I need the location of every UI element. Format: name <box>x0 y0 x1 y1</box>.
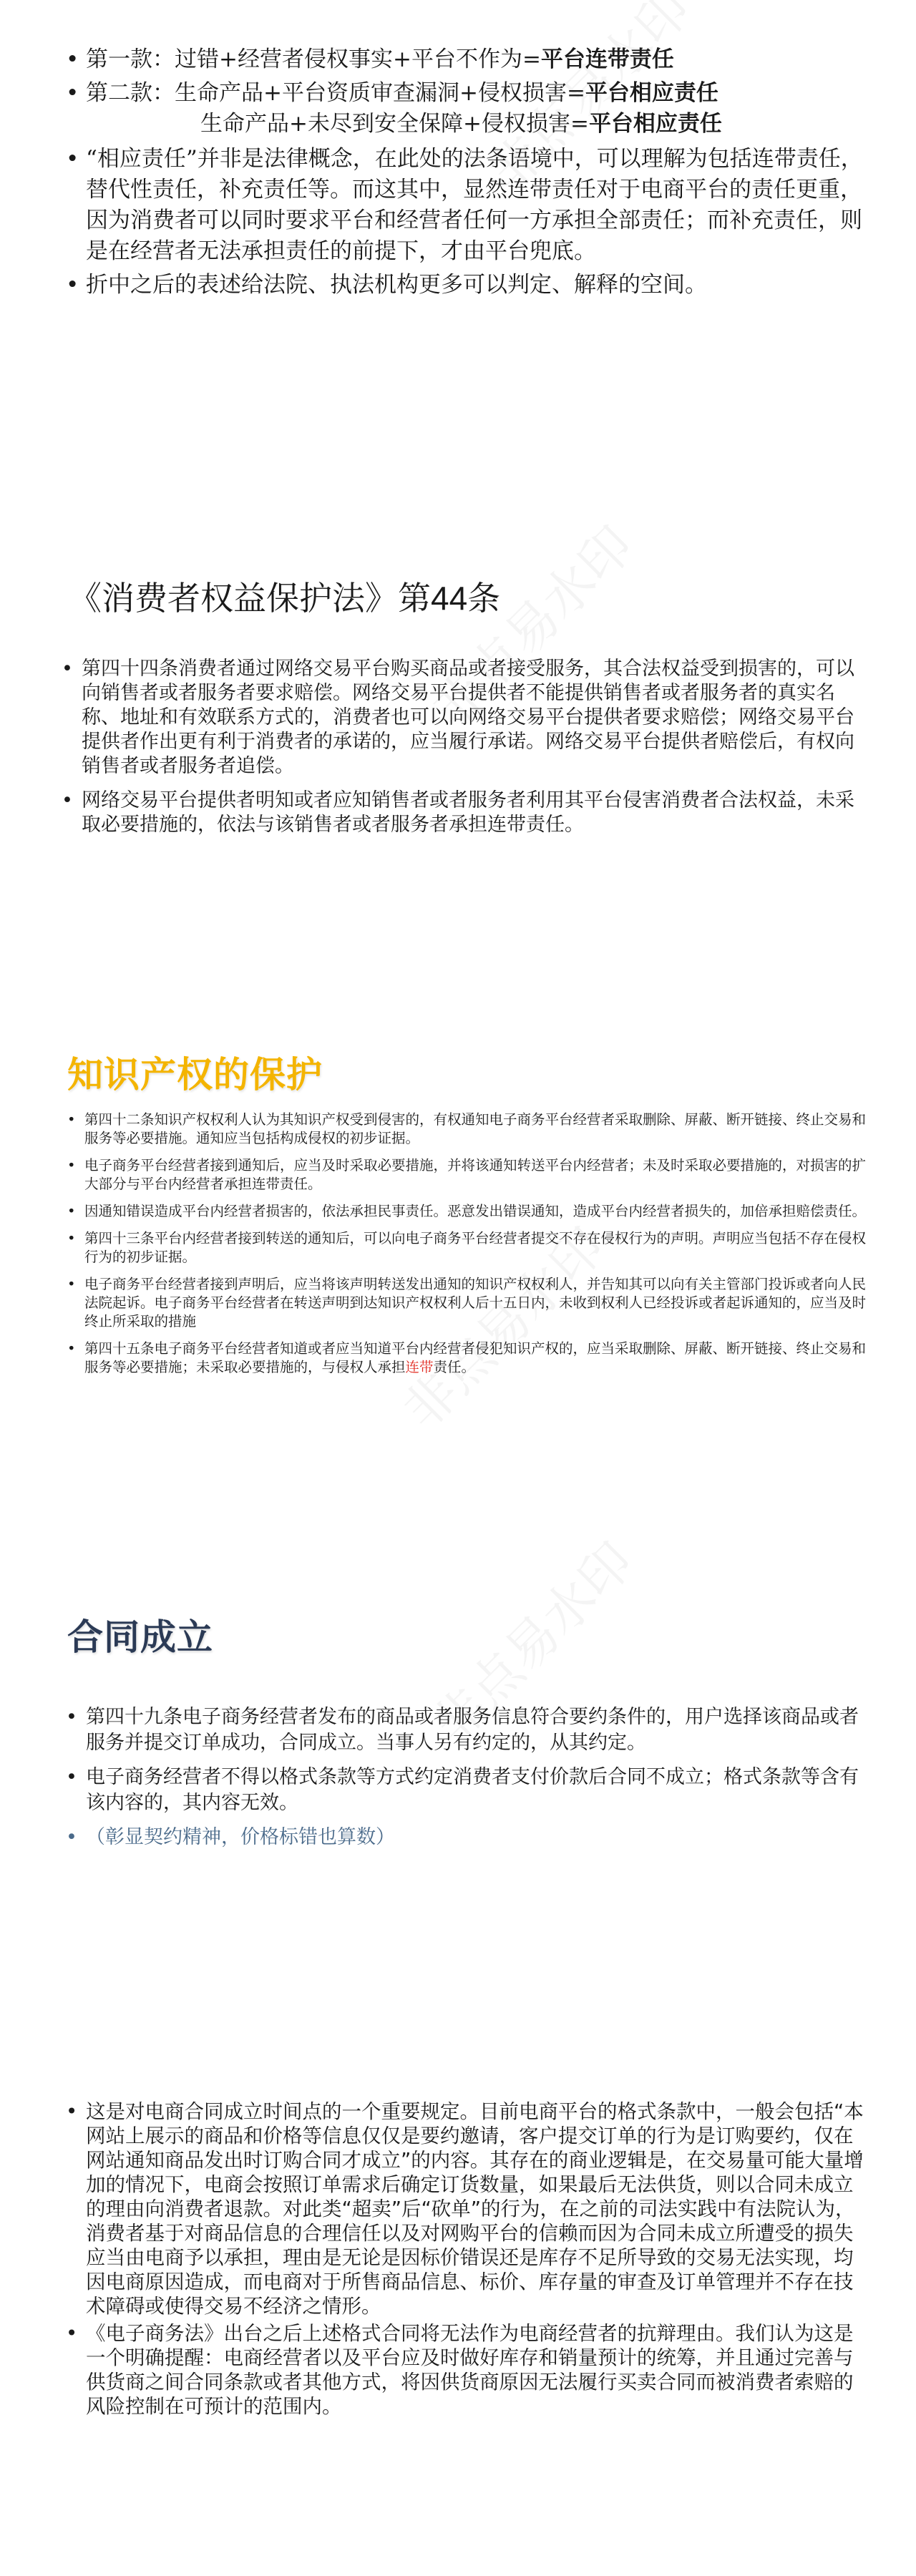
item-emphasis: 平台连带责任 <box>540 47 674 72</box>
item-continuation <box>86 109 867 140</box>
list-item: • 网络交易平台提供者明知或者应知销售者或者服务者利用其平台侵害消费者合法权益，未采取必要措施的，依法与该销售者或者服务者承担连带责任。 <box>62 789 870 837</box>
list-item: • 电子商务平台经营者接到通知后，应当及时采取必要措施，并将该通知转送平台内经营者；未及时采取必要措施的，对损害的扩大部分与平台内经营者承担连带责任。 <box>67 1156 869 1194</box>
list-item: • 第四十四条消费者通过网络交易平台购买商品或者接受服务，其合法权益受到损害的，可以向销售者或者服务者要求赔偿。网络交易平台提供者不能提供销售者或者服务者的真实名称、地址和有效联系方式的，消费者也可以向网络交易平台提供者要求赔偿；网络交易平台提供者作出更有利于消费者的承诺的，应当履行承诺。网络交易平台提供者赔偿后，有权向销售者或者服务者追偿。 <box>62 657 870 779</box>
list-item <box>67 1340 869 1377</box>
item-text: 第二款：生命产品+平台资质审查漏洞+侵权损害= <box>86 80 585 106</box>
item-text: 第四十五条电子商务平台经营者知道或者应当知道平台内经营者侵犯知识产权的，应当采取删除、屏蔽、断开链接、终止交易和服务等必要措施；未采取必要措施的，与侵权人承担 <box>84 1340 867 1375</box>
section-title: 知识产权的保护 <box>67 1054 323 1096</box>
item-text: 第一款：过错+经营者侵权事实+平台不作为= <box>86 47 541 72</box>
item-text: 责任。 <box>433 1359 476 1375</box>
list-item: • 《电子商务法》出台之后上述格式合同将无法作为电商经营者的抗辩理由。我们认为这是一个明确提醒：电商经营者以及平台应及时做好库存和销量预计的统筹，并且通过完善与供货商之间合同条款或者其他方式，将因供货商原因无法履行买卖合同而被消费者索赔的风险控制在可预计的范围内。 <box>66 2321 871 2419</box>
item-emphasis: 平台相应责任 <box>585 80 718 106</box>
highlight-text: 连带 <box>405 1359 434 1375</box>
item-emphasis: 平台相应责任 <box>588 111 722 137</box>
list-item <box>66 44 867 75</box>
list-item: • 电子商务经营者不得以格式条款等方式约定消费者支付价款后合同不成立；格式条款等含有该内容的，其内容无效。 <box>66 1765 867 1816</box>
list-item: • 折中之后的表述给法院、执法机构更多可以判定、解释的空间。 <box>66 270 867 301</box>
list-item: • 第四十九条电子商务经营者发布的商品或者服务信息符合要约条件的，用户选择该商品或者服务并提交订单成功，合同成立。当事人另有约定的，从其约定。 <box>66 1704 867 1756</box>
section-1-list <box>66 44 867 303</box>
section-title: 《消费者权益保护法》第44条 <box>69 580 501 617</box>
list-item: • “相应责任”并非是法律概念，在此处的法条语境中，可以理解为包括连带责任，替代性责任，补充责任等。而这其中，显然连带责任对于电商平台的责任更重，因为消费者可以同时要求平台和经营者任何一方承担全部责任；而补充责任，则是在经营者无法承担责任的前提下，才由平台兜底。 <box>66 144 867 267</box>
section-4-analysis-list <box>66 2099 871 2421</box>
section-2-list <box>62 657 870 847</box>
list-item: • 电子商务平台经营者接到声明后，应当将该声明转送发出通知的知识产权权利人，并告知其可以向有关主管部门投诉或者向人民法院起诉。电子商务平台经营者在转送声明到达知识产权权利人后十五日内，未收到权利人已经投诉或者起诉通知的，应当及时终止所采取的措施 <box>67 1275 869 1331</box>
section-3-list <box>67 1111 869 1385</box>
section-title: 合同成立 <box>67 1616 213 1658</box>
list-item: • 因通知错误造成平台内经营者损害的，依法承担民事责任。恶意发出错误通知，造成平台内经营者损失的，加倍承担赔偿责任。 <box>67 1202 869 1221</box>
note-item: • （彰显契约精神，价格标错也算数） <box>66 1825 867 1850</box>
list-item: • 这是对电商合同成立时间点的一个重要规定。目前电商平台的格式条款中，一般会包括“本网站上展示的商品和价格等信息仅仅是要约邀请，客户提交订单的行为是订购要约，仅在网站通知商品发出时订购合同才成立”的内容。其存在的商业逻辑是，在交易量可能大量增加的情况下，电商会按照订单需求后确定订货数量，如果最后无法供货，则以合同未成立的理由向消费者退款。对此类“超卖”后“砍单”的行为，在之前的司法实践中有法院认为，消费者基于对商品信息的合理信任以及对网购平台的信赖而因为合同未成立所遭受的损失应当由电商予以承担，理由是无论是因标价错误还是库存不足所导致的交易无法实现，均因电商原因造成，而电商对于所售商品信息、标价、库存量的审查及订单管理并不存在技术障碍或使得交易不经济之情形。 <box>66 2099 871 2318</box>
item-text: 生命产品+未尽到安全保障+侵权损害= <box>200 111 589 137</box>
list-item: • 第四十三条平台内经营者接到转送的通知后，可以向电子商务平台经营者提交不存在侵权行为的声明。声明应当包括不存在侵权行为的初步证据。 <box>67 1229 869 1267</box>
section-4-list <box>66 1704 867 1859</box>
list-item <box>66 78 867 140</box>
list-item: • 第四十二条知识产权权利人认为其知识产权受到侵害的，有权通知电子商务平台经营者采取删除、屏蔽、断开链接、终止交易和服务等必要措施。通知应当包括构成侵权的初步证据。 <box>67 1111 869 1148</box>
